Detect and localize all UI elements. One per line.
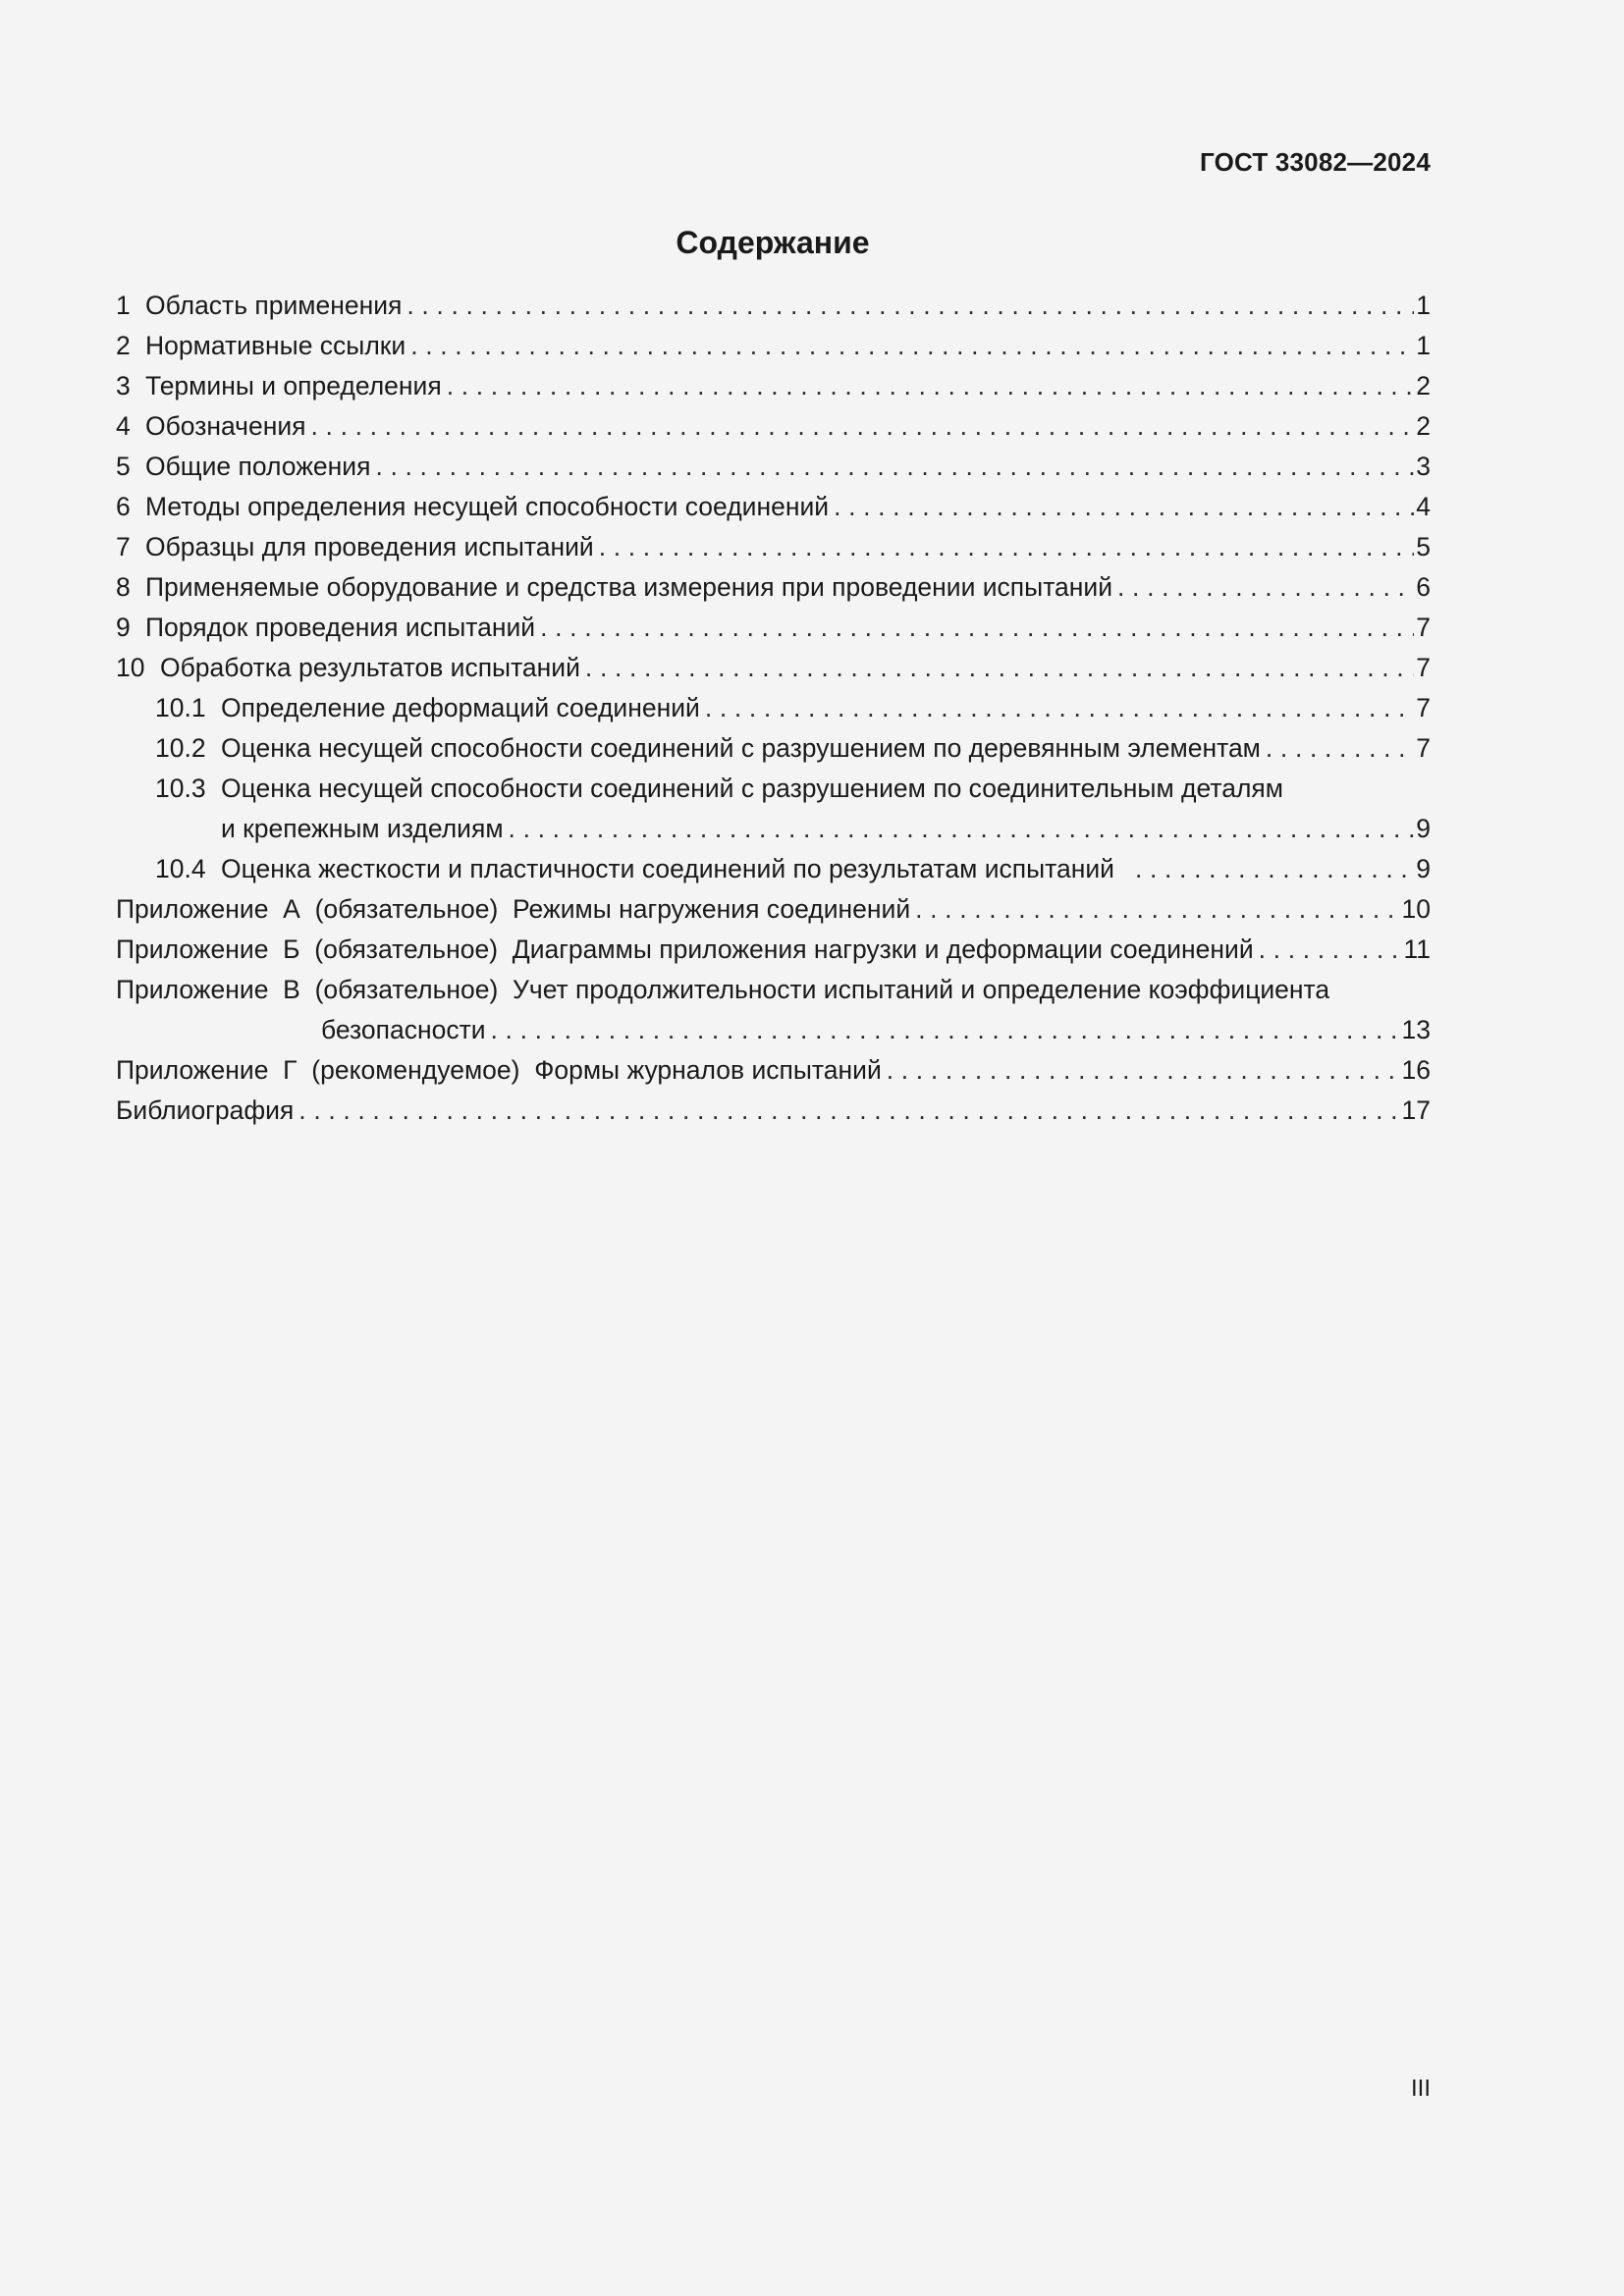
toc-appendix-a[interactable] xyxy=(116,889,1431,930)
dot-leader xyxy=(309,406,1415,447)
toc-title-continued: безопасности xyxy=(321,1015,486,1044)
toc-entry-10-2[interactable] xyxy=(116,728,1431,769)
toc-number: 10.1 xyxy=(155,693,206,722)
dot-leader xyxy=(1115,567,1414,608)
dot-leader xyxy=(1117,849,1414,889)
dot-leader xyxy=(297,1091,1399,1131)
toc-number: 10 xyxy=(116,653,145,682)
document-id: ГОСТ 33082—2024 xyxy=(1200,147,1431,177)
toc-title: Формы журналов испытаний xyxy=(534,1055,882,1085)
toc-page: 3 xyxy=(1416,452,1431,481)
toc-page: 13 xyxy=(1401,1015,1431,1044)
toc-title: Область применения xyxy=(145,291,403,320)
toc-entry-10-4[interactable] xyxy=(116,849,1431,889)
toc-title: Методы определения несущей способности соединений xyxy=(145,492,830,521)
toc-title: Термины и определения xyxy=(145,371,442,400)
toc-page: 2 xyxy=(1416,371,1431,400)
toc-number: 1 xyxy=(116,291,131,320)
dot-leader xyxy=(885,1050,1400,1091)
dot-leader xyxy=(445,366,1415,406)
toc-title: Образцы для проведения испытаний xyxy=(145,532,594,561)
toc-number: 2 xyxy=(116,331,131,360)
toc-number: 8 xyxy=(116,572,131,602)
toc-number: 4 xyxy=(116,411,131,441)
toc-page: 4 xyxy=(1416,492,1431,521)
toc-page: 6 xyxy=(1416,572,1431,602)
toc-entry-3[interactable] xyxy=(116,366,1431,406)
appendix-status: (обязательное) xyxy=(314,975,499,1004)
toc-title: Оценка несущей способности соединений с разрушением по соединительным деталям xyxy=(221,774,1283,803)
dot-leader xyxy=(373,447,1414,487)
dot-leader xyxy=(913,889,1399,930)
toc-entry-2[interactable] xyxy=(116,326,1431,366)
toc-number: 6 xyxy=(116,492,131,521)
toc-entry-9[interactable] xyxy=(116,608,1431,648)
toc-page: 7 xyxy=(1416,733,1431,763)
toc-page: 7 xyxy=(1416,653,1431,682)
toc-page: 17 xyxy=(1401,1095,1431,1125)
toc-number: 10.2 xyxy=(155,733,206,763)
toc-title: Общие положения xyxy=(145,452,371,481)
dot-leader xyxy=(703,688,1414,728)
dot-leader xyxy=(1264,728,1414,769)
toc-page: 7 xyxy=(1416,693,1431,722)
toc-page: 7 xyxy=(1416,613,1431,642)
toc-title-continued: и крепежным изделиям xyxy=(221,814,504,843)
toc-entry-10-3[interactable] xyxy=(116,769,1431,849)
appendix-letter: Б xyxy=(283,934,300,964)
toc-title: Оценка жесткости и пластичности соединений по результатам испытаний xyxy=(221,854,1114,883)
toc-entry-8[interactable] xyxy=(116,567,1431,608)
dot-leader xyxy=(405,286,1414,326)
appendix-letter: А xyxy=(283,894,300,924)
toc-title: Обработка результатов испытаний xyxy=(160,653,580,682)
toc-page: 1 xyxy=(1416,291,1431,320)
dot-leader xyxy=(597,527,1415,567)
dot-leader xyxy=(538,608,1414,648)
toc-title: Библиография xyxy=(116,1095,295,1125)
toc-number: 10.4 xyxy=(155,854,206,883)
dot-leader xyxy=(832,487,1414,527)
appendix-status: (обязательное) xyxy=(314,894,499,924)
toc-number: 9 xyxy=(116,613,131,642)
toc-page: 16 xyxy=(1401,1055,1431,1085)
toc-entry-4[interactable] xyxy=(116,406,1431,447)
dot-leader xyxy=(489,1010,1400,1050)
toc-number: 3 xyxy=(116,371,131,400)
appendix-label: Приложение xyxy=(116,1055,269,1085)
toc-page: 5 xyxy=(1416,532,1431,561)
toc-title: Учет продолжительности испытаний и определение коэффициента xyxy=(513,975,1330,1004)
toc-entry-1[interactable] xyxy=(116,286,1431,326)
toc-entry-7[interactable] xyxy=(116,527,1431,567)
toc-entry-10-1[interactable] xyxy=(116,688,1431,728)
appendix-label: Приложение xyxy=(116,894,269,924)
toc-title: Обозначения xyxy=(145,411,306,441)
toc-title: Порядок проведения испытаний xyxy=(145,613,536,642)
appendix-letter: В xyxy=(283,975,300,1004)
appendix-letter: Г xyxy=(283,1055,298,1085)
toc-number: 5 xyxy=(116,452,131,481)
toc-entry-5[interactable] xyxy=(116,447,1431,487)
page-title: Содержание xyxy=(676,225,870,260)
dot-leader xyxy=(1257,930,1402,970)
dot-leader xyxy=(408,326,1414,366)
toc-number: 10.3 xyxy=(155,774,206,803)
toc-bibliography[interactable] xyxy=(116,1091,1431,1131)
toc-title: Нормативные ссылки xyxy=(145,331,406,360)
toc-appendix-d[interactable] xyxy=(116,1050,1431,1091)
appendix-label: Приложение xyxy=(116,934,269,964)
appendix-status: (обязательное) xyxy=(314,934,499,964)
toc-appendix-c[interactable] xyxy=(116,970,1431,1050)
appendix-label: Приложение xyxy=(116,975,269,1004)
toc-title: Режимы нагружения соединений xyxy=(513,894,911,924)
appendix-status: (рекомендуемое) xyxy=(311,1055,520,1085)
toc-page: 2 xyxy=(1416,411,1431,441)
toc-title: Оценка несущей способности соединений с разрушением по деревянным элементам xyxy=(221,733,1261,763)
dot-leader xyxy=(507,809,1415,849)
toc-appendix-b[interactable] xyxy=(116,930,1431,970)
toc-title: Применяемые оборудование и средства измерения при проведении испытаний xyxy=(145,572,1113,602)
table-of-contents xyxy=(116,286,1431,1131)
toc-page: 11 xyxy=(1403,934,1431,964)
toc-number: 7 xyxy=(116,532,131,561)
toc-entry-10[interactable] xyxy=(116,648,1431,688)
toc-page: 9 xyxy=(1416,854,1431,883)
page-number: III xyxy=(1410,2075,1431,2102)
toc-page: 9 xyxy=(1416,814,1431,843)
toc-entry-6[interactable] xyxy=(116,487,1431,527)
toc-page: 10 xyxy=(1401,894,1431,924)
toc-title: Диаграммы приложения нагрузки и деформации соединений xyxy=(512,934,1254,964)
toc-title: Определение деформаций соединений xyxy=(221,693,700,722)
dot-leader xyxy=(583,648,1414,688)
toc-page: 1 xyxy=(1416,331,1431,360)
